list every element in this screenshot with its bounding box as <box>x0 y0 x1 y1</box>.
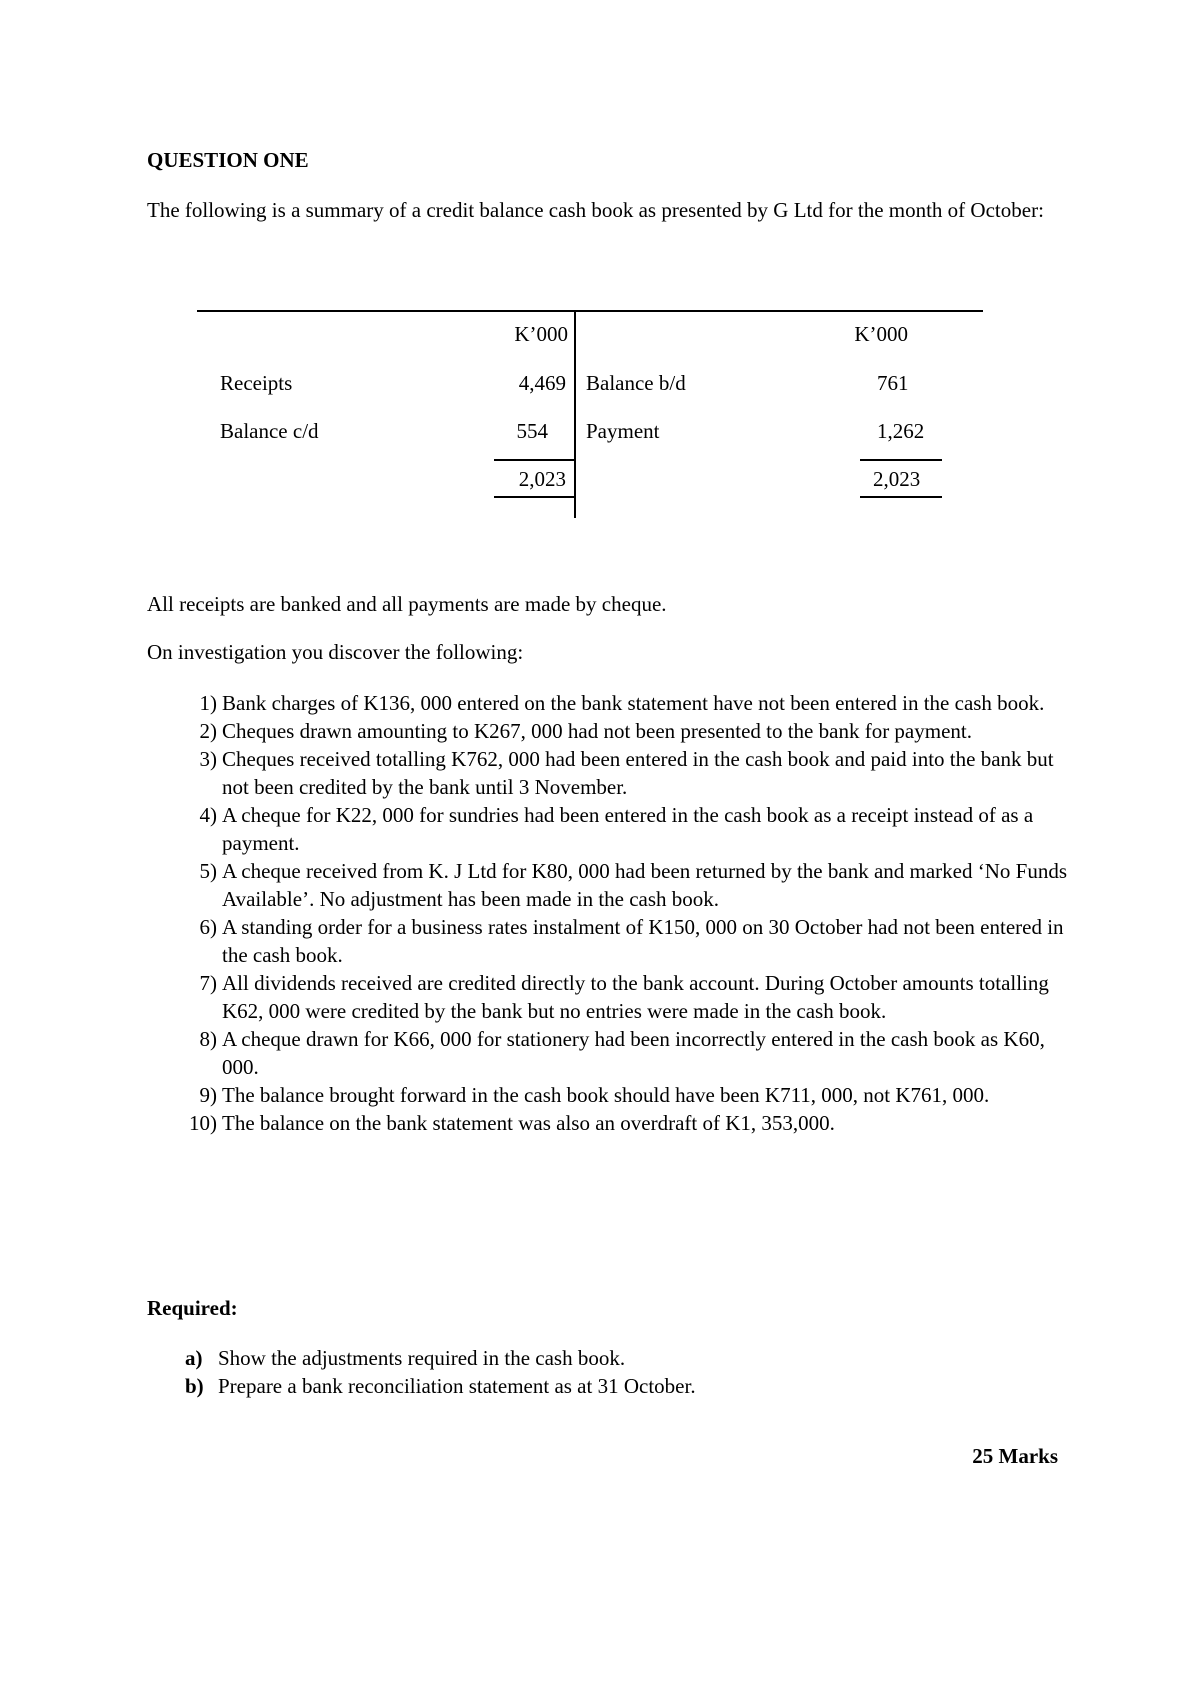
intro-paragraph: The following is a summary of a credit balance cash book as presented by G Ltd for the month of October: <box>147 198 1044 222</box>
list-item <box>147 857 1067 913</box>
list-number: 9) <box>199 1083 217 1107</box>
list-text: Cheques drawn amounting to K267, 000 had not been presented to the bank for payment. <box>222 719 972 743</box>
required-list <box>147 1344 1047 1400</box>
list-number: 7) <box>199 971 217 995</box>
list-text: Cheques received totalling K762, 000 had been entered in the cash book and paid into the bank but not been credited by the bank until 3 November. <box>222 747 1054 799</box>
t-account-top-rule <box>197 310 983 312</box>
list-item <box>147 801 1067 857</box>
findings-list <box>147 689 1067 1137</box>
list-item <box>147 1025 1067 1081</box>
banking-statement: All receipts are banked and all payments are made by cheque. <box>147 592 667 616</box>
left-row-label: Receipts <box>220 371 293 395</box>
list-number: 6) <box>199 915 217 939</box>
investigation-intro: On investigation you discover the following: <box>147 640 524 664</box>
left-row-amount: 4,469 <box>518 371 566 395</box>
list-item <box>147 913 1067 969</box>
list-item <box>147 969 1067 1025</box>
list-item <box>147 745 1067 801</box>
question-title: QUESTION ONE <box>147 148 309 172</box>
required-item <box>147 1372 1047 1400</box>
list-text: A cheque for K22, 000 for sundries had been entered in the cash book as a receipt instead of as a payment. <box>222 803 1034 855</box>
total-marks: 25 Marks <box>972 1444 1058 1468</box>
t-account-center-rule <box>574 311 576 518</box>
right-row-amount: 761 <box>877 371 909 395</box>
left-total-rule <box>494 496 574 498</box>
list-text: A cheque received from K. J Ltd for K80, 000 had been returned by the bank and marked ‘No Funds Available’. No adjustment has been made in the cash book. <box>222 859 1068 911</box>
list-item <box>147 1081 1067 1109</box>
list-item <box>147 1109 1067 1137</box>
left-row-label: Balance c/d <box>220 419 319 443</box>
right-row-label: Payment <box>586 419 660 443</box>
list-number: 1) <box>199 691 217 715</box>
list-number: 3) <box>199 747 217 771</box>
right-total-rule <box>860 496 942 498</box>
left-row-amount: 554 <box>516 419 548 443</box>
right-row-amount: 1,262 <box>877 419 925 443</box>
list-number: 5) <box>199 859 217 883</box>
required-letter: a) <box>185 1346 203 1370</box>
list-text: The balance on the bank statement was also an overdraft of K1, 353,000. <box>222 1111 835 1135</box>
left-total: 2,023 <box>518 467 566 491</box>
list-text: Bank charges of K136, 000 entered on the bank statement have not been entered in the cash book. <box>222 691 1045 715</box>
right-row-label: Balance b/d <box>586 371 686 395</box>
list-text: The balance brought forward in the cash book should have been K711, 000, not K761, 000. <box>222 1083 990 1107</box>
list-number: 2) <box>199 719 217 743</box>
right-subtotal-rule <box>860 459 942 461</box>
right-header: K’000 <box>854 322 908 346</box>
list-text: A cheque drawn for K66, 000 for stationery had been incorrectly entered in the cash book as K60, 000. <box>222 1027 1045 1079</box>
list-text: All dividends received are credited directly to the bank account. During October amounts totalling K62, 000 were credited by the bank but no entries were made in the cash book. <box>222 971 1049 1023</box>
list-item <box>147 689 1067 717</box>
required-heading: Required: <box>147 1296 238 1320</box>
list-number: 8) <box>199 1027 217 1051</box>
left-header: K’000 <box>514 322 568 346</box>
list-number: 4) <box>199 803 217 827</box>
right-total: 2,023 <box>873 467 921 491</box>
required-letter: b) <box>185 1374 204 1398</box>
list-item <box>147 717 1067 745</box>
left-subtotal-rule <box>494 459 574 461</box>
list-text: A standing order for a business rates instalment of K150, 000 on 30 October had not been entered in the cash book. <box>222 915 1064 967</box>
list-number: 10) <box>189 1111 217 1135</box>
required-text: Show the adjustments required in the cash book. <box>218 1346 626 1370</box>
required-item <box>147 1344 1047 1372</box>
required-text: Prepare a bank reconciliation statement as at 31 October. <box>218 1374 696 1398</box>
